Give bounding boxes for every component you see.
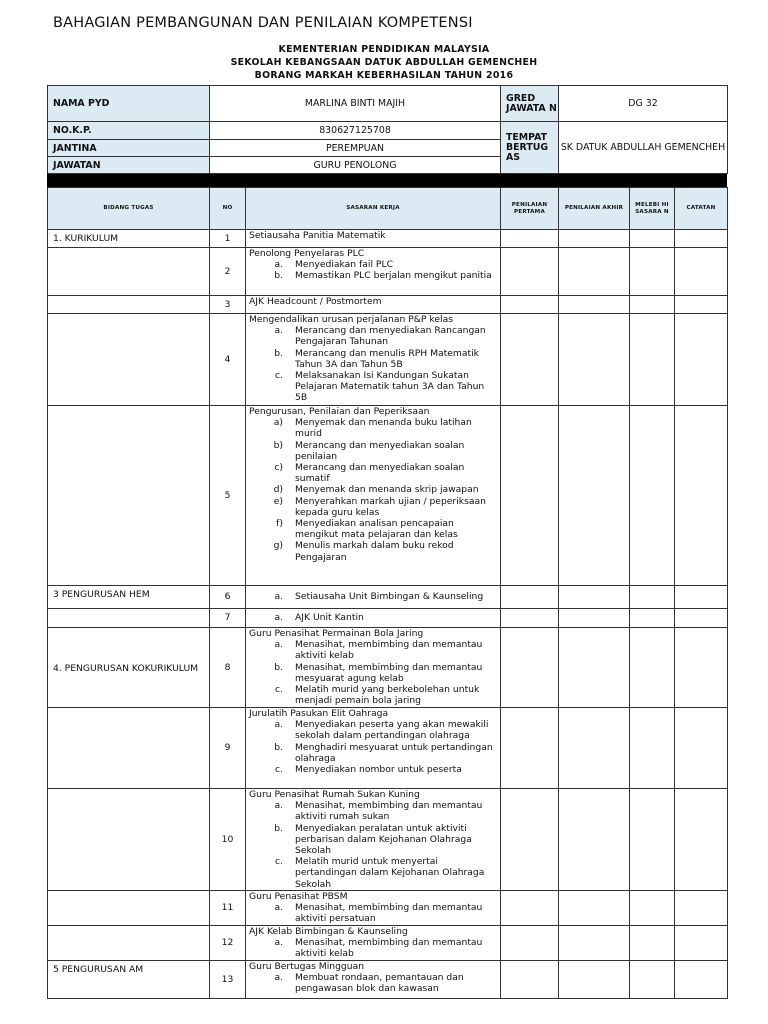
- task-item: [249, 540, 497, 562]
- task-item: [249, 462, 497, 484]
- penilaian-pertama-cell: [501, 960, 559, 998]
- catatan-cell: [675, 296, 728, 314]
- tasks-table: [47, 187, 728, 999]
- jantina-value: PEREMPUAN: [210, 140, 501, 157]
- penilaian-pertama-cell: [501, 314, 559, 406]
- item-marker: f): [276, 518, 283, 530]
- penilaian-akhir-cell: [559, 789, 630, 891]
- task-title: Guru Penasihat PBSM: [249, 891, 348, 902]
- catatan-cell: [675, 314, 728, 406]
- bidang-cell: 1. KURIKULUM: [48, 230, 210, 248]
- col-no: NO: [210, 188, 246, 230]
- sasaran-cell: [246, 314, 501, 406]
- sasaran-cell: [246, 609, 501, 628]
- bidang-cell: [48, 789, 210, 891]
- task-title: Penolong Penyelaras PLC: [249, 248, 365, 259]
- task-item: [249, 902, 497, 924]
- no-cell: 7: [210, 609, 246, 628]
- table-row: [48, 926, 728, 961]
- task-title: Mengendalikan urusan perjalanan P&P kelas: [249, 314, 453, 325]
- separator-bar: [47, 174, 727, 188]
- melebihi-cell: [630, 926, 675, 961]
- melebihi-cell: [630, 586, 675, 609]
- item-text: Merancang dan menyediakan soalan penilaian: [295, 439, 465, 462]
- bidang-cell: [48, 296, 210, 314]
- bidang-cell: 3 PENGURUSAN HEM: [48, 586, 210, 609]
- table-header-row: [48, 188, 728, 230]
- task-item: [249, 440, 497, 462]
- table-row: [48, 609, 728, 628]
- sasaran-cell: [246, 230, 501, 248]
- table-row: [48, 891, 728, 926]
- task-item: [249, 972, 497, 994]
- item-text: Merancang dan menyediakan Rancangan Pengajaran Tahunan: [295, 325, 486, 348]
- sasaran-cell: [246, 406, 501, 586]
- task-title: Pengurusan, Penilaian dan Peperiksaan: [249, 406, 430, 417]
- task-item: [249, 800, 497, 822]
- item-text: Menasihat, membimbing dan memantau aktiviti rumah sukan: [295, 800, 483, 823]
- item-marker: b.: [274, 741, 283, 753]
- sasaran-cell: [246, 628, 501, 708]
- bidang-cell: [48, 248, 210, 296]
- nama-label: NAMA PYD: [48, 86, 210, 122]
- task-item: [249, 823, 497, 857]
- task-item: [249, 937, 497, 959]
- task-item: [249, 684, 497, 706]
- task-item: [249, 496, 497, 518]
- item-marker: c.: [275, 684, 283, 696]
- no-cell: 5: [210, 406, 246, 586]
- ministry-line: KEMENTERIAN PENDIDIKAN MALAYSIA: [278, 44, 490, 55]
- catatan-cell: [675, 960, 728, 998]
- jawatan-value: GURU PENOLONG: [210, 157, 501, 174]
- sasaran-cell: [246, 708, 501, 789]
- task-title: AJK Headcount / Postmortem: [249, 296, 382, 307]
- bidang-cell: [48, 708, 210, 789]
- melebihi-cell: [630, 609, 675, 628]
- table-row: [48, 628, 728, 708]
- item-text: Menyediakan nombor untuk peserta: [295, 764, 462, 776]
- item-marker: a.: [274, 639, 283, 651]
- melebihi-cell: [630, 314, 675, 406]
- item-marker: a.: [274, 971, 283, 983]
- item-marker: g): [273, 540, 283, 552]
- item-marker: c.: [275, 370, 283, 382]
- item-text: Menasihat, membimbing dan memantau aktiviti kelab: [295, 639, 483, 662]
- melebihi-cell: [630, 248, 675, 296]
- task-title: Guru Bertugas Mingguan: [249, 960, 365, 972]
- item-marker: a.: [274, 591, 283, 603]
- task-item: [249, 591, 497, 602]
- school-line: SEKOLAH KEBANGSAAN DATUK ABDULLAH GEMENCHEH: [230, 57, 538, 68]
- document-title: BAHAGIAN PEMBANGUNAN DAN PENILAIAN KOMPETENSI: [53, 15, 473, 31]
- table-row: [48, 586, 728, 609]
- penilaian-akhir-cell: [559, 609, 630, 628]
- penilaian-pertama-cell: [501, 708, 559, 789]
- penilaian-pertama-cell: [501, 926, 559, 961]
- penilaian-pertama-cell: [501, 628, 559, 708]
- bidang-cell: [48, 891, 210, 926]
- penilaian-pertama-cell: [501, 789, 559, 891]
- task-item: [249, 259, 497, 270]
- col-melebihi-sasaran: MELEBI HI SASARA N: [630, 188, 675, 230]
- penilaian-akhir-cell: [559, 891, 630, 926]
- task-item: [249, 370, 497, 404]
- item-marker: a.: [274, 719, 283, 731]
- sasaran-cell: [246, 789, 501, 891]
- item-marker: b.: [274, 661, 283, 673]
- bidang-cell: [48, 406, 210, 586]
- item-text: Melatih murid untuk menyertai pertandingan dalam Kejohanan Olahraga Sekolah: [295, 856, 485, 890]
- item-text: Menasihat, membimbing dan memantau aktiviti persatuan: [295, 902, 483, 925]
- item-marker: b.: [274, 347, 283, 359]
- sasaran-cell: [246, 248, 501, 296]
- item-marker: d): [273, 484, 283, 496]
- no-cell: 8: [210, 628, 246, 708]
- item-text: Setiausaha Unit Bimbingan & Kaunseling: [295, 591, 484, 603]
- item-marker: b): [273, 439, 283, 451]
- item-marker: a): [273, 417, 283, 429]
- penilaian-akhir-cell: [559, 248, 630, 296]
- item-text: Menyediakan analisan pencapaian mengikut mata pelajaran dan kelas: [295, 518, 458, 541]
- catatan-cell: [675, 926, 728, 961]
- task-title: Guru Penasihat Permainan Bola Jaring: [249, 628, 424, 639]
- melebihi-cell: [630, 230, 675, 248]
- tempat-label: TEMPAT BERTUG AS: [501, 122, 559, 174]
- task-item: [249, 612, 497, 623]
- jawatan-label: JAWATAN: [48, 157, 210, 174]
- penilaian-akhir-cell: [559, 296, 630, 314]
- item-marker: a.: [274, 902, 283, 914]
- item-text: Menasihat, membimbing dan memantau aktiviti kelab: [295, 937, 483, 960]
- item-text: Menyerahkan markah ujian / peperiksaan kepada guru kelas: [295, 495, 486, 518]
- catatan-cell: [675, 406, 728, 586]
- catatan-cell: [675, 789, 728, 891]
- form-title-line: BORANG MARKAH KEBERHASILAN TAHUN 2016: [254, 70, 514, 81]
- col-catatan: CATATAN: [675, 188, 728, 230]
- item-text: Melaksanakan Isi Kandungan Sukatan Pelajaran Matematik tahun 3A dan Tahun 5B: [295, 370, 485, 404]
- task-item: [249, 484, 497, 495]
- catatan-cell: [675, 609, 728, 628]
- task-item: [249, 856, 497, 890]
- no-cell: 1: [210, 230, 246, 248]
- task-title: AJK Kelab Bimbingan & Kaunseling: [249, 926, 408, 937]
- bidang-cell: [48, 609, 210, 628]
- penilaian-akhir-cell: [559, 628, 630, 708]
- melebihi-cell: [630, 296, 675, 314]
- melebihi-cell: [630, 891, 675, 926]
- penilaian-pertama-cell: [501, 609, 559, 628]
- catatan-cell: [675, 248, 728, 296]
- nokp-label: NO.K.P.: [48, 122, 210, 140]
- no-cell: 4: [210, 314, 246, 406]
- sasaran-cell: [246, 891, 501, 926]
- melebihi-cell: [630, 406, 675, 586]
- task-item: [249, 639, 497, 661]
- table-row: [48, 789, 728, 891]
- table-row: [48, 708, 728, 789]
- bidang-cell: 4. PENGURUSAN KOKURIKULUM: [48, 628, 210, 708]
- col-bidang: BIDANG TUGAS: [48, 188, 210, 230]
- catatan-cell: [675, 708, 728, 789]
- penilaian-pertama-cell: [501, 296, 559, 314]
- item-text: Membuat rondaan, pemantauan dan pengawasan blok dan kawasan: [295, 971, 464, 995]
- item-text: AJK Unit Kantin: [295, 612, 364, 624]
- no-cell: 12: [210, 926, 246, 961]
- no-cell: 9: [210, 708, 246, 789]
- form-headings: [0, 43, 768, 82]
- catatan-cell: [675, 586, 728, 609]
- bidang-cell: [48, 314, 210, 406]
- tempat-value: SK DATUK ABDULLAH GEMENCHEH: [559, 122, 728, 174]
- item-text: Memastikan PLC berjalan mengikut panitia: [295, 270, 492, 282]
- penilaian-akhir-cell: [559, 926, 630, 961]
- sasaran-cell: [246, 296, 501, 314]
- item-marker: e): [273, 495, 283, 507]
- item-marker: b.: [274, 270, 283, 282]
- item-text: Menyemak dan menanda skrip jawapan: [295, 484, 479, 496]
- penilaian-akhir-cell: [559, 586, 630, 609]
- penilaian-pertama-cell: [501, 406, 559, 586]
- sasaran-cell: [246, 586, 501, 609]
- item-marker: a.: [274, 325, 283, 337]
- penilaian-pertama-cell: [501, 248, 559, 296]
- gred-label: GRED JAWATA N: [501, 86, 559, 122]
- sasaran-cell: [246, 960, 501, 998]
- table-row: [48, 248, 728, 296]
- no-cell: 13: [210, 960, 246, 998]
- melebihi-cell: [630, 960, 675, 998]
- penilaian-akhir-cell: [559, 960, 630, 998]
- task-item: [249, 764, 497, 775]
- item-marker: b.: [274, 822, 283, 834]
- item-text: Menasihat, membimbing dan memantau mesyuarat agung kelab: [295, 661, 483, 684]
- penilaian-akhir-cell: [559, 230, 630, 248]
- task-title: Setiausaha Panitia Matematik: [249, 230, 386, 241]
- task-item: [249, 348, 497, 370]
- item-marker: c.: [275, 764, 283, 776]
- no-cell: 6: [210, 586, 246, 609]
- table-row: [48, 960, 728, 998]
- task-item: [249, 719, 497, 741]
- catatan-cell: [675, 628, 728, 708]
- item-text: Menyediakan fail PLC: [295, 259, 394, 271]
- bidang-cell: [48, 926, 210, 961]
- task-title: Guru Penasihat Rumah Sukan Kuning: [249, 789, 420, 800]
- gred-value: DG 32: [559, 86, 728, 122]
- no-cell: 10: [210, 789, 246, 891]
- task-item: [249, 662, 497, 684]
- melebihi-cell: [630, 708, 675, 789]
- table-row: [48, 314, 728, 406]
- penilaian-akhir-cell: [559, 314, 630, 406]
- penilaian-akhir-cell: [559, 406, 630, 586]
- col-penilaian-pertama: PENILAIAN PERTAMA: [501, 188, 559, 230]
- no-cell: 2: [210, 248, 246, 296]
- item-text: Menyediakan peralatan untuk aktiviti perbarisan dalam Kejohanan Olahraga Sekolah: [295, 822, 472, 857]
- item-text: Menulis markah dalam buku rekod Pengajaran: [295, 540, 454, 563]
- task-item: [249, 325, 497, 347]
- item-marker: c.: [275, 856, 283, 868]
- col-sasaran: SASARAN KERJA: [246, 188, 501, 230]
- info-table: [47, 85, 728, 174]
- table-row: [48, 406, 728, 586]
- jantina-label: JANTINA: [48, 140, 210, 157]
- item-text: Merancang dan menyediakan soalan sumatif: [295, 462, 465, 485]
- task-item: [249, 742, 497, 764]
- bidang-cell: 5 PENGURUSAN AM: [48, 960, 210, 998]
- melebihi-cell: [630, 628, 675, 708]
- nama-value: MARLINA BINTI MAJIH: [210, 86, 501, 122]
- sasaran-cell: [246, 926, 501, 961]
- col-penilaian-akhir: PENILAIAN AKHIR: [559, 188, 630, 230]
- item-text: Menghadiri mesyuarat untuk pertandingan olahraga: [295, 741, 493, 764]
- table-row: [48, 230, 728, 248]
- item-text: Melatih murid yang berkebolehan untuk menjadi pemain bola jaring: [295, 684, 480, 707]
- item-marker: a.: [274, 800, 283, 812]
- item-text: Menyediakan peserta yang akan mewakili sekolah dalam pertandingan olahraga: [295, 719, 489, 742]
- penilaian-pertama-cell: [501, 891, 559, 926]
- item-marker: c): [274, 462, 283, 474]
- penilaian-pertama-cell: [501, 586, 559, 609]
- item-marker: a.: [274, 937, 283, 949]
- task-item: [249, 518, 497, 540]
- nokp-value: 830627125708: [210, 122, 501, 140]
- table-row: [48, 296, 728, 314]
- no-cell: 3: [210, 296, 246, 314]
- task-item: [249, 270, 497, 281]
- item-marker: a.: [274, 612, 283, 624]
- penilaian-akhir-cell: [559, 708, 630, 789]
- item-text: Menyemak dan menanda buku latihan murid: [295, 417, 472, 440]
- item-text: Merancang dan menulis RPH Matematik Tahun 3A dan Tahun 5B: [295, 347, 479, 370]
- no-cell: 11: [210, 891, 246, 926]
- item-marker: a.: [274, 259, 283, 271]
- task-title: Jurulatih Pasukan Elit Oahraga: [249, 708, 389, 719]
- melebihi-cell: [630, 789, 675, 891]
- catatan-cell: [675, 230, 728, 248]
- penilaian-pertama-cell: [501, 230, 559, 248]
- task-item: [249, 417, 497, 439]
- catatan-cell: [675, 891, 728, 926]
